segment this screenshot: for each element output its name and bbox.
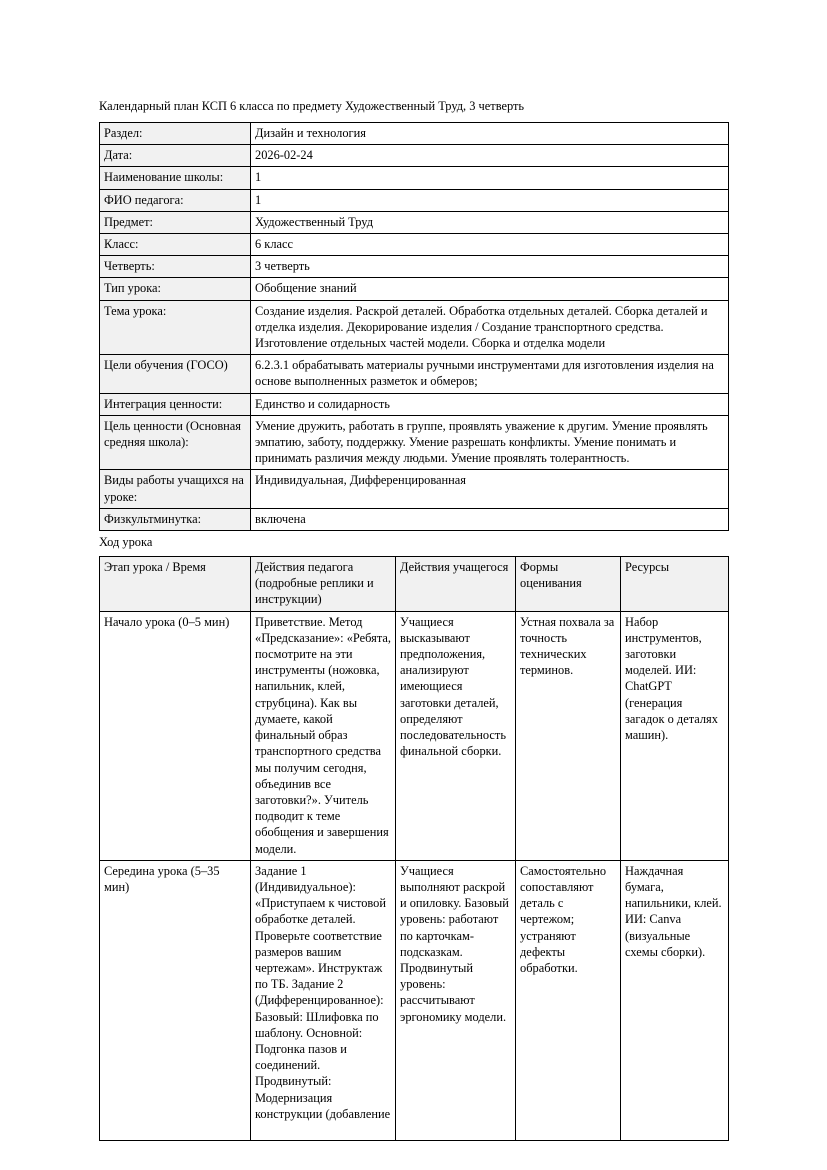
- info-label-data: Дата:: [100, 145, 251, 167]
- info-label-physical-break: Физкультминутка:: [100, 508, 251, 530]
- table-row: [100, 415, 729, 470]
- table-row: [100, 256, 729, 278]
- info-label-lesson-topic: Тема урока:: [100, 300, 251, 355]
- table-row: [100, 470, 729, 508]
- info-label-value-integration: Интеграция ценности:: [100, 393, 251, 415]
- flow-cell-stage: Начало урока (0–5 мин): [100, 611, 251, 860]
- info-value-grade: 6 класс: [251, 234, 729, 256]
- info-value-lesson-type: Обобщение знаний: [251, 278, 729, 300]
- table-row: [100, 145, 729, 167]
- info-label-teacher: ФИО педагога:: [100, 189, 251, 211]
- flow-cell-assessment: Самостоятельно сопоставляют деталь с чертежом; устраняют дефекты обработки.: [516, 860, 621, 1140]
- info-value-school: 1: [251, 167, 729, 189]
- table-row: [100, 508, 729, 530]
- table-row: [100, 611, 729, 860]
- flow-header-teacher-actions: Действия педагога (подробные реплики и инструкции): [251, 557, 396, 612]
- info-label-school: Наименование школы:: [100, 167, 251, 189]
- info-value-teacher: 1: [251, 189, 729, 211]
- flow-header-assessment-forms: Формы оценивания: [516, 557, 621, 612]
- table-row: [100, 393, 729, 415]
- table-row: [100, 167, 729, 189]
- info-label-learning-objectives: Цели обучения (ГОСО): [100, 355, 251, 393]
- table-row: [100, 211, 729, 233]
- lesson-flow-table: [99, 556, 729, 1141]
- flow-cell-teacher: Задание 1 (Индивидуальное): «Приступаем к чистовой обработке деталей. Проверьте соответствие размеров вашим чертежам». Инструктаж по ТБ. Задание 2 (Дифференцированное): Базовый: Шлифовка по шаблону. Основной: Подгонка пазов и соединений. Продвинутый: Модернизация конструкции (добавление: [251, 860, 396, 1140]
- lesson-flow-table-body: [100, 611, 729, 1140]
- info-label-subject: Предмет:: [100, 211, 251, 233]
- table-row: [100, 300, 729, 355]
- info-value-value-goal: Умение дружить, работать в группе, проявлять уважение к другим. Умение проявлять эмпатию, заботу, поддержку. Умение разрешать конфликты. Умение понимать и принимать различия между людьми. Умение проявлять толерантность.: [251, 415, 729, 470]
- lesson-flow-heading: Ход урока: [99, 535, 153, 550]
- flow-cell-resources: Набор инструментов, заготовки моделей. ИИ: ChatGPT (генерация загадок о деталях машин).: [621, 611, 729, 860]
- info-value-work-types: Индивидуальная, Дифференцированная: [251, 470, 729, 508]
- info-value-learning-objectives: 6.2.3.1 обрабатывать материалы ручными инструментами для изготовления изделия на основе выполненных разметок и обмеров;: [251, 355, 729, 393]
- info-value-value-integration: Единство и солидарность: [251, 393, 729, 415]
- table-row: [100, 278, 729, 300]
- table-row: [100, 355, 729, 393]
- lesson-flow-table-head: [100, 557, 729, 612]
- lesson-info-table: [99, 122, 729, 531]
- table-row: [100, 123, 729, 145]
- info-label-lesson-type: Тип урока:: [100, 278, 251, 300]
- table-row: [100, 189, 729, 211]
- flow-header-resources: Ресурсы: [621, 557, 729, 612]
- info-value-subject: Художественный Труд: [251, 211, 729, 233]
- info-value-data: 2026-02-24: [251, 145, 729, 167]
- table-header-row: [100, 557, 729, 612]
- info-label-quarter: Четверть:: [100, 256, 251, 278]
- flow-header-stage: Этап урока / Время: [100, 557, 251, 612]
- document-content: [99, 98, 728, 1141]
- info-label-work-types: Виды работы учащихся на уроке:: [100, 470, 251, 508]
- info-label-value-goal: Цель ценности (Основная средняя школа):: [100, 415, 251, 470]
- info-value-physical-break: включена: [251, 508, 729, 530]
- flow-cell-teacher: Приветствие. Метод «Предсказание»: «Ребята, посмотрите на эти инструменты (ножовка, напильник, клей, струбцина). Как вы думаете, какой финальный образ транспортного средства мы получим сегодня, объединив все заготовки?». Учитель подводит к теме обобщения и завершения модели.: [251, 611, 396, 860]
- info-label-razdel: Раздел:: [100, 123, 251, 145]
- table-row: [100, 234, 729, 256]
- flow-cell-resources: Наждачная бумага, напильники, клей. ИИ: Canva (визуальные схемы сборки).: [621, 860, 729, 1140]
- info-value-quarter: 3 четверть: [251, 256, 729, 278]
- flow-cell-student: Учащиеся выполняют раскрой и опиловку. Базовый уровень: работают по карточкам-подсказкам. Продвинутый уровень: рассчитывают эргономику модели.: [396, 860, 516, 1140]
- flow-cell-assessment: Устная похвала за точность технических терминов.: [516, 611, 621, 860]
- info-value-lesson-topic: Создание изделия. Раскрой деталей. Обработка отдельных деталей. Сборка деталей и отделка изделия. Декорирование изделия / Создание транспортного средства. Изготовление отдельных частей модели. Сборка и отделка модели: [251, 300, 729, 355]
- table-row: [100, 860, 729, 1140]
- flow-cell-student: Учащиеся высказывают предположения, анализируют имеющиеся заготовки деталей, определяют последовательность финальной сборки.: [396, 611, 516, 860]
- page-title: Календарный план КСП 6 класса по предмету Художественный Труд, 3 четверть: [99, 99, 525, 113]
- flow-cell-stage: Середина урока (5–35 мин): [100, 860, 251, 1140]
- info-label-grade: Класс:: [100, 234, 251, 256]
- flow-header-student-actions: Действия учащегося: [396, 557, 516, 612]
- lesson-info-table-body: [100, 123, 729, 531]
- info-value-razdel: Дизайн и технология: [251, 123, 729, 145]
